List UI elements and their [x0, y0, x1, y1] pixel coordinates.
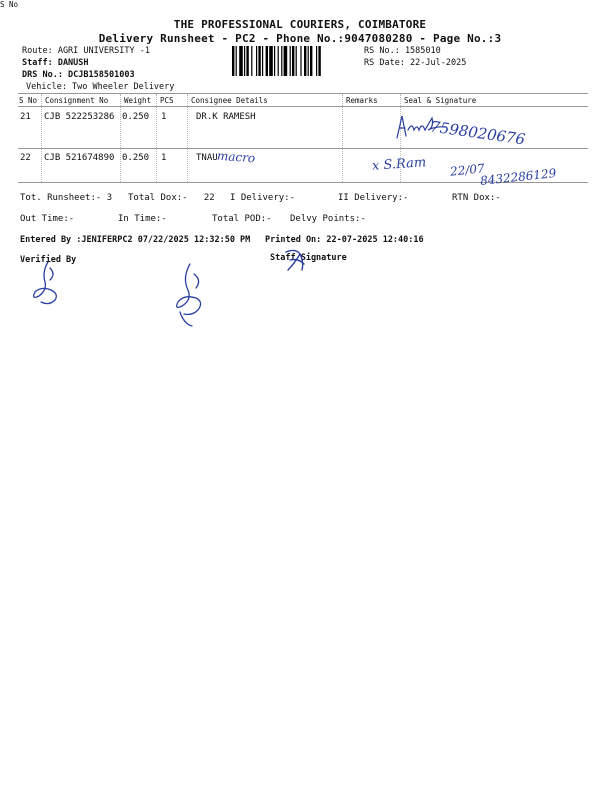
barcode-bar	[296, 46, 297, 76]
table-top-rule	[18, 93, 588, 94]
table-row-weight: 0.250	[122, 112, 150, 122]
entered-by: Entered By :JENIFERPC2 07/22/2025 12:32:50 PM	[20, 235, 251, 245]
barcode-bar	[239, 46, 243, 76]
col-divider	[342, 94, 343, 182]
ii-delivery: II Delivery:-	[338, 193, 409, 203]
barcode-bar	[256, 46, 257, 76]
table-row-pcs: 1	[161, 112, 167, 122]
barcode-image	[232, 46, 354, 76]
barcode-bar	[304, 46, 306, 76]
verified-signature-2	[170, 260, 214, 330]
drs-number: DRS No.: DCJB158501003	[22, 70, 135, 80]
barcode-bar	[316, 46, 317, 76]
table-row-sno: 21	[20, 112, 31, 122]
total-pod: Total POD:-	[212, 214, 272, 224]
table-row-consignment: CJB 522253286	[44, 112, 115, 122]
barcode-bar	[251, 46, 252, 76]
rs-date: RS Date: 22-Jul-2025	[364, 58, 467, 68]
company-title: THE PROFESSIONAL COURIERS, COIMBATORE	[173, 18, 427, 31]
barcode-bar	[266, 46, 268, 76]
barcode-bar	[318, 46, 320, 76]
runsheet-subtitle: Delivery Runsheet - PC2 - Phone No.:9047080280 - Page No.:3	[98, 32, 502, 45]
tot-runsheet: Tot. Runsheet:- 3	[20, 193, 113, 203]
barcode-bar	[292, 46, 294, 76]
col-header-sno: S No	[0, 0, 19, 9]
col-divider	[187, 94, 188, 182]
barcode-bar	[236, 46, 237, 76]
table-row-pcs: 1	[161, 153, 167, 163]
barcode-bar	[300, 46, 301, 76]
barcode-bar	[262, 46, 263, 76]
route-label: Route: AGRI UNIVERSITY -1	[22, 46, 150, 56]
barcode-bar	[284, 46, 288, 76]
in-time: In Time:-	[118, 214, 167, 224]
table-row-weight: 0.250	[122, 153, 150, 163]
table-row-sno: 22	[20, 153, 31, 163]
verified-signature-1	[28, 258, 68, 306]
printed-on: Printed On: 22-07-2025 12:40:16	[265, 235, 424, 245]
col-divider	[41, 94, 42, 182]
barcode-bar	[258, 46, 260, 76]
delvy-points: Delvy Points:-	[290, 214, 366, 224]
table-row-rule	[18, 148, 588, 149]
table-row-consignee: DR.K RAMESH	[196, 112, 256, 122]
handwritten-phone-row1: 7598020676	[429, 117, 527, 149]
i-delivery: I Delivery:-	[230, 193, 296, 203]
rs-number: RS No.: 1585010	[364, 46, 441, 56]
table-row-consignee: TNAU	[196, 153, 218, 163]
handwritten-note-row2: macro	[216, 148, 256, 166]
col-header-remarks: Remarks	[346, 96, 378, 105]
vehicle-label: Vehicle: Two Wheeler Delivery	[26, 82, 175, 92]
barcode-bar	[246, 46, 248, 76]
barcode-bar	[310, 46, 312, 76]
staff-signature-label: Staff Signature	[270, 253, 347, 263]
col-header-pcs: PCS	[160, 96, 174, 105]
barcode-bar	[269, 46, 273, 76]
barcode-bar	[308, 46, 309, 76]
col-header-weight: Weight	[124, 96, 152, 105]
total-dox: Total Dox:- 22	[128, 193, 215, 203]
barcode-bar	[244, 46, 245, 76]
barcode-bar	[232, 46, 234, 76]
col-header-consignee: Consignee Details	[191, 96, 268, 105]
handwritten-phone-row2: 8432286129	[479, 166, 557, 188]
out-time: Out Time:-	[20, 214, 75, 224]
col-header-sno-label: S No	[19, 96, 38, 105]
verified-by-label: Verified By	[20, 255, 77, 265]
col-divider	[156, 94, 157, 182]
barcode-bar	[278, 46, 279, 76]
handwritten-signature-row2: x S.Ram	[371, 155, 427, 174]
staff-label: Staff: DANUSH	[22, 58, 89, 68]
barcode-bar	[274, 46, 275, 76]
staff-signature-mark	[282, 246, 312, 274]
table-header-rule	[18, 106, 588, 107]
col-header-consignment: Consignment No	[45, 96, 109, 105]
table-row-consignment: CJB 521674890	[44, 153, 115, 163]
col-header-seal-signature: Seal & Signature	[404, 96, 477, 105]
col-divider	[120, 94, 121, 182]
handwritten-date-row2: 22/07	[449, 161, 486, 179]
rtn-dox: RTN Dox:-	[452, 193, 501, 203]
barcode-bar	[290, 46, 291, 76]
barcode-bar	[281, 46, 282, 76]
